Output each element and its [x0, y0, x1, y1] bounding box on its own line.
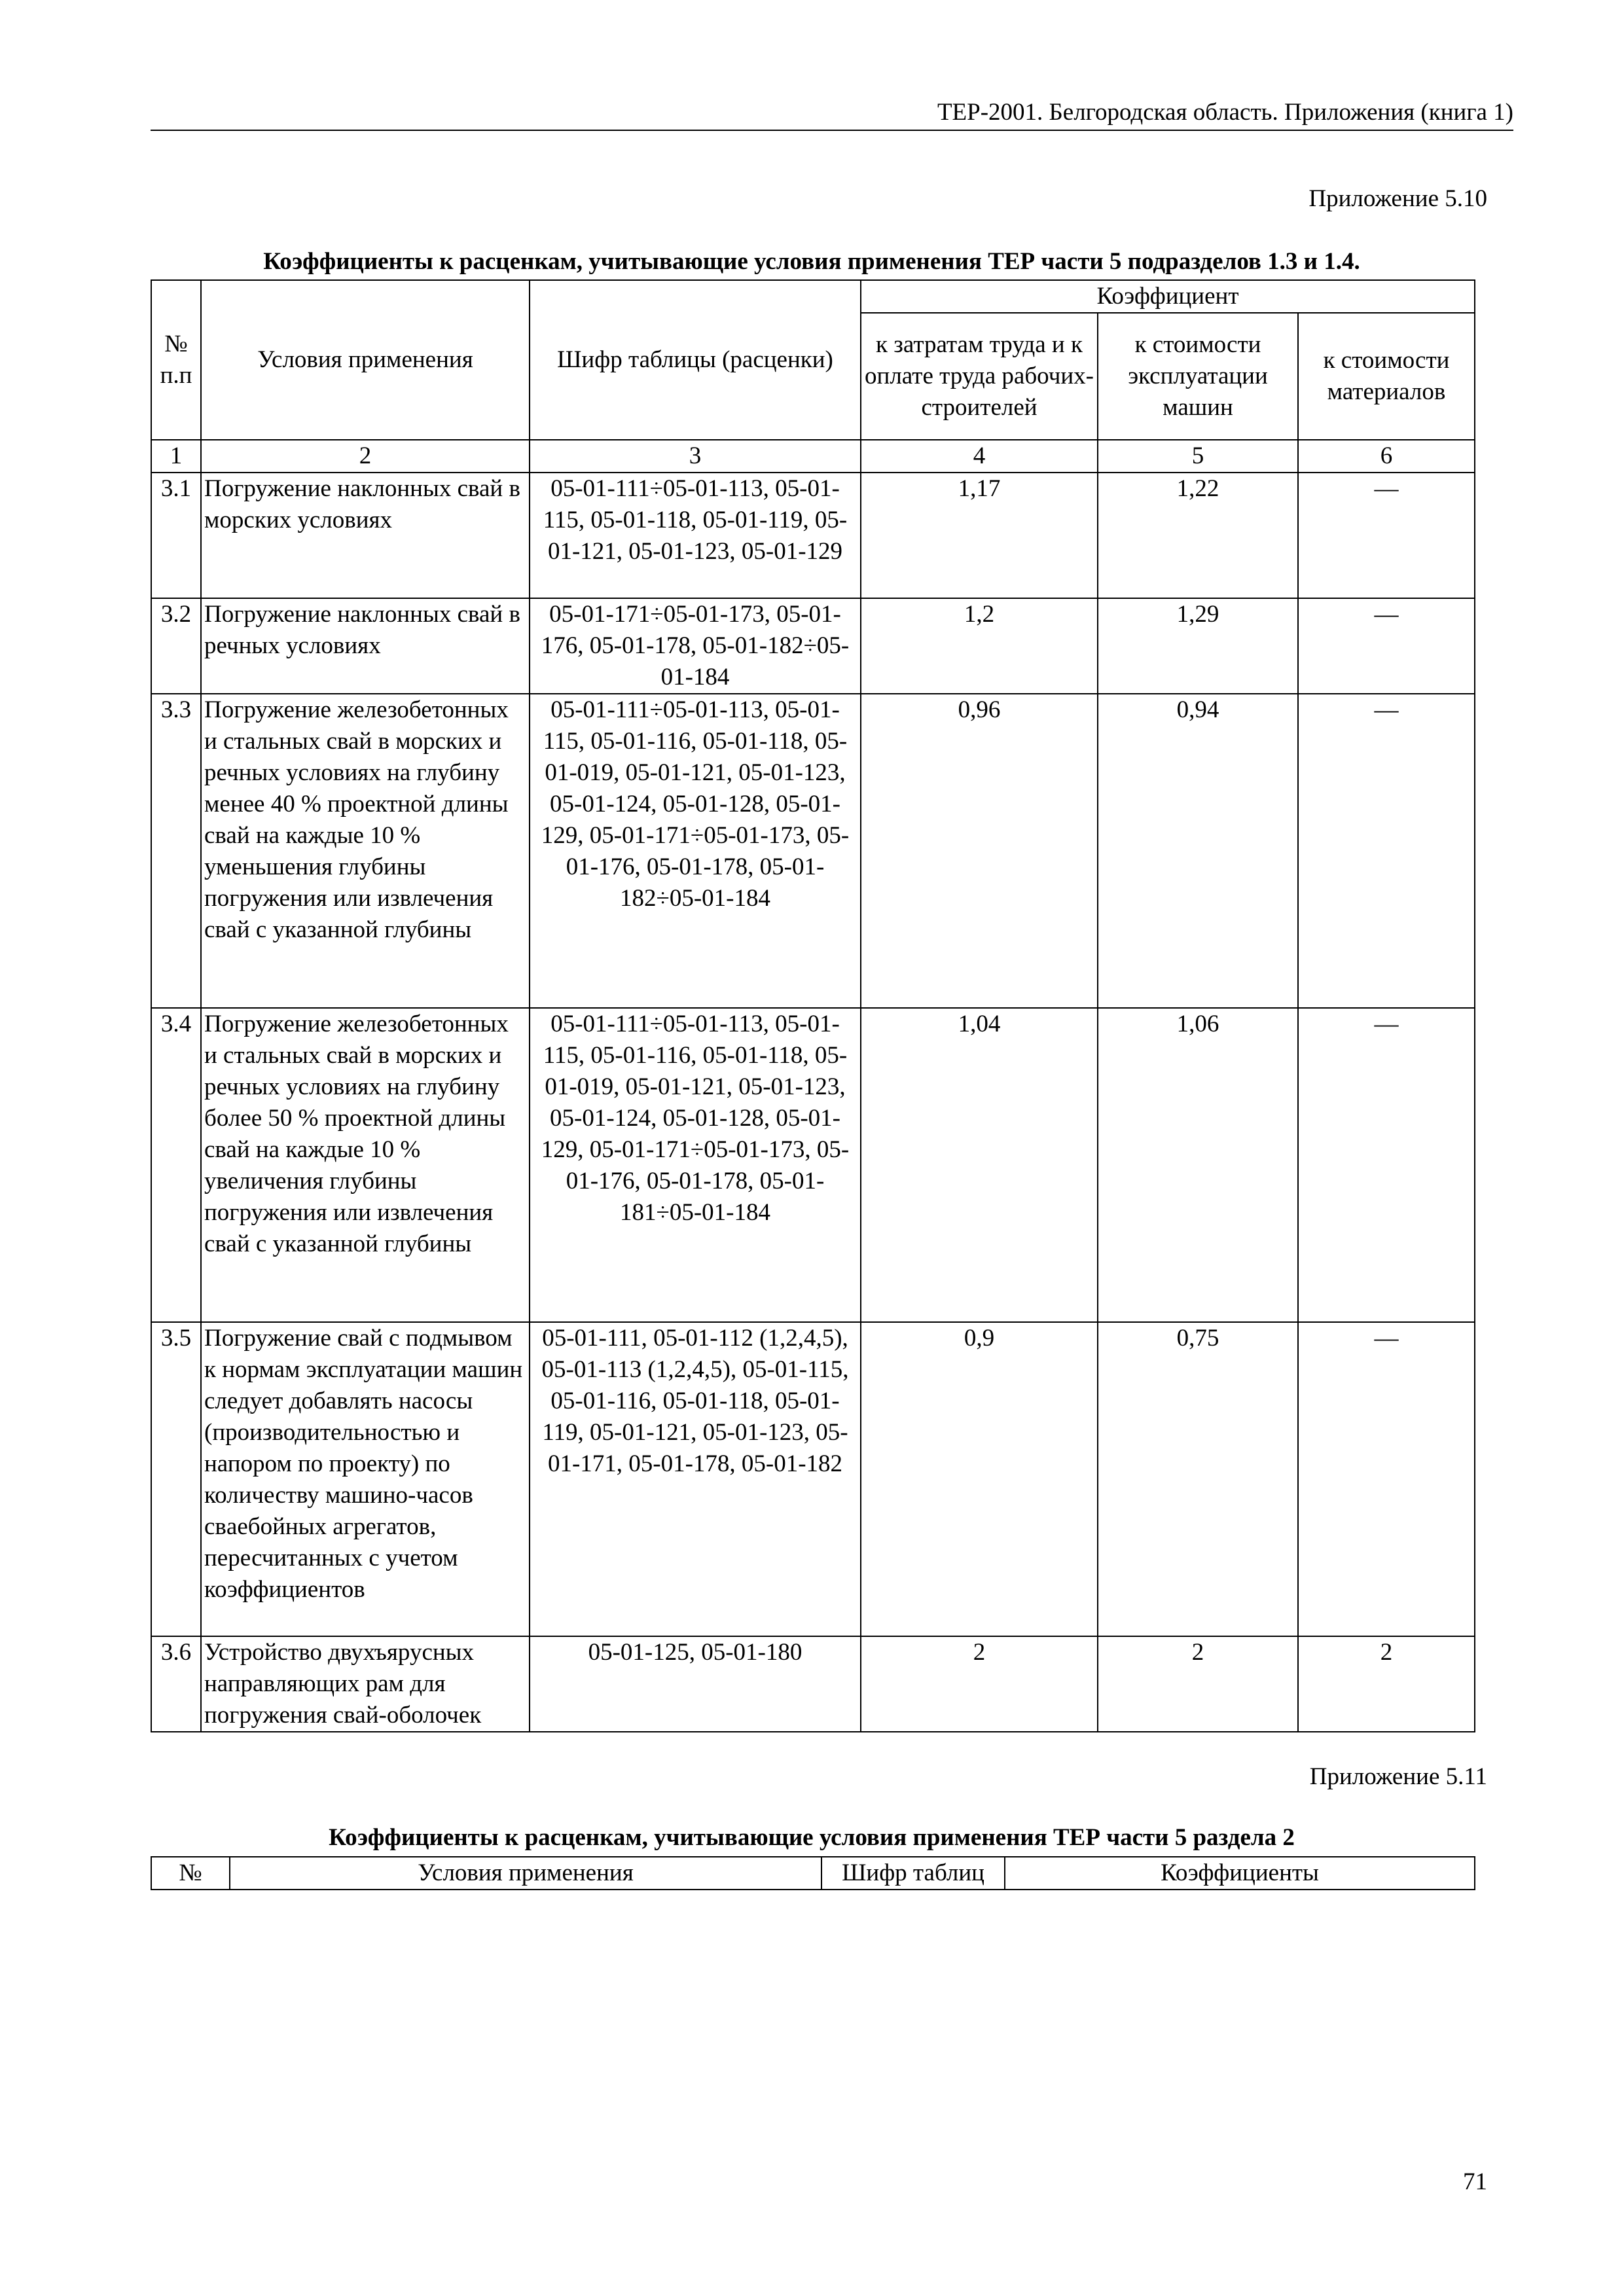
row-labor-coef: 1,04	[861, 1008, 1098, 1322]
row-conditions: Погружение наклонных свай в речных условиях	[201, 598, 530, 694]
row-machines-coef: 2	[1098, 1636, 1298, 1732]
appendix-511-title: Коэффициенты к расценкам, учитывающие условия применения ТЕР части 5 раздела 2	[329, 1824, 1295, 1851]
row-machines-coef: 1,29	[1098, 598, 1298, 694]
row-materials-coef: 2	[1298, 1636, 1475, 1732]
column-number: 3	[530, 440, 861, 473]
column-number: 5	[1098, 440, 1298, 473]
row-code: 05-01-125, 05-01-180	[530, 1636, 861, 1732]
row-conditions: Погружение свай с подмывом к нормам эксплуатации машин следует добавлять насосы (производительностью и напором по проекту) по количеству машино-часов свaебойных агрегатов, пересчитанных с учетом коэффициентов	[201, 1322, 530, 1636]
row-num: 3.1	[151, 473, 201, 598]
row-machines-coef: 0,75	[1098, 1322, 1298, 1636]
col-header-code: Шифр таблицы (расценки)	[530, 280, 861, 440]
row-machines-coef: 0,94	[1098, 694, 1298, 1008]
table-row	[151, 1636, 1475, 1732]
row-num: 3.6	[151, 1636, 201, 1732]
row-machines-coef: 1,06	[1098, 1008, 1298, 1322]
appendix-510-table	[151, 279, 1475, 1732]
appendix-511-table	[151, 1856, 1475, 1890]
row-conditions: Погружение железобетонных и стальных свай в морских и речных условиях на глубину менее 40 % проектной длины свай на каждые 10 % уменьшения глубины погружения или извлечения свай с указанной глубины	[201, 694, 530, 1008]
row-code: 05-01-111÷05-01-113, 05-01-115, 05-01-116, 05-01-118, 05-01-019, 05-01-121, 05-01-123, 05-01-124, 05-01-128, 05-01-129, 05-01-171÷05-01-173, 05-01-176, 05-01-178, 05-01-182÷05-01-184	[530, 694, 861, 1008]
row-code: 05-01-171÷05-01-173, 05-01-176, 05-01-178, 05-01-182÷05-01-184	[530, 598, 861, 694]
row-labor-coef: 0,9	[861, 1322, 1098, 1636]
col-header-coefficients: Коэффициенты	[1005, 1857, 1475, 1890]
row-conditions: Устройство двухъярусных направляющих рам для погружения свай-оболочек	[201, 1636, 530, 1732]
row-num: 3.3	[151, 694, 201, 1008]
col-header-machines: к стоимости эксплуатации машин	[1098, 313, 1298, 440]
col-header-materials: к стоимости материалов	[1298, 313, 1475, 440]
row-code: 05-01-111, 05-01-112 (1,2,4,5), 05-01-113 (1,2,4,5), 05-01-115, 05-01-116, 05-01-118, 05-01-119, 05-01-121, 05-01-123, 05-01-171, 05-01-178, 05-01-182	[530, 1322, 861, 1636]
col-header-code: Шифр таблиц	[821, 1857, 1005, 1890]
column-number: 2	[201, 440, 530, 473]
row-labor-coef: 1,17	[861, 473, 1098, 598]
column-numbers-row	[151, 440, 1475, 473]
row-num: 3.2	[151, 598, 201, 694]
page-number: 71	[1463, 2168, 1487, 2195]
table-row	[151, 598, 1475, 694]
column-number: 6	[1298, 440, 1475, 473]
row-materials-coef: —	[1298, 1008, 1475, 1322]
running-header: ТЕР-2001. Белгородская область. Приложения (книга 1)	[937, 99, 1513, 126]
row-num: 3.4	[151, 1008, 201, 1322]
row-code: 05-01-111÷05-01-113, 05-01-115, 05-01-116, 05-01-118, 05-01-019, 05-01-121, 05-01-123, 05-01-124, 05-01-128, 05-01-129, 05-01-171÷05-01-173, 05-01-176, 05-01-178, 05-01-181÷05-01-184	[530, 1008, 861, 1322]
row-materials-coef: —	[1298, 473, 1475, 598]
col-header-labor: к затратам труда и к оплате труда рабочих-строителей	[861, 313, 1098, 440]
row-code: 05-01-111÷05-01-113, 05-01-115, 05-01-118, 05-01-119, 05-01-121, 05-01-123, 05-01-129	[530, 473, 861, 598]
table-row	[151, 1322, 1475, 1636]
col-header-coefficient-group: Коэффициент	[861, 280, 1475, 313]
row-conditions: Погружение наклонных свай в морских условиях	[201, 473, 530, 598]
row-materials-coef: —	[1298, 598, 1475, 694]
column-number: 4	[861, 440, 1098, 473]
appendix-511-label: Приложение 5.11	[1309, 1763, 1487, 1790]
header-rule	[151, 130, 1513, 131]
row-materials-coef: —	[1298, 694, 1475, 1008]
row-machines-coef: 1,22	[1098, 473, 1298, 598]
col-header-conditions: Условия применения	[230, 1857, 821, 1890]
col-header-conditions: Условия применения	[201, 280, 530, 440]
row-materials-coef: —	[1298, 1322, 1475, 1636]
row-num: 3.5	[151, 1322, 201, 1636]
col-header-num: № п.п	[151, 280, 201, 440]
appendix-510-title: Коэффициенты к расценкам, учитывающие условия применения ТЕР части 5 подразделов 1.3 и 1.4.	[263, 248, 1360, 275]
table-row	[151, 473, 1475, 598]
row-labor-coef: 1,2	[861, 598, 1098, 694]
column-number: 1	[151, 440, 201, 473]
appendix-510-label: Приложение 5.10	[1308, 185, 1487, 212]
table-row	[151, 1008, 1475, 1322]
row-conditions: Погружение железобетонных и стальных свай в морских и речных условиях на глубину более 50 % проектной длины свай на каждые 10 % увеличения глубины погружения или извлечения свай с указанной глубины	[201, 1008, 530, 1322]
row-labor-coef: 2	[861, 1636, 1098, 1732]
row-labor-coef: 0,96	[861, 694, 1098, 1008]
col-header-num: №	[151, 1857, 230, 1890]
table-row	[151, 694, 1475, 1008]
